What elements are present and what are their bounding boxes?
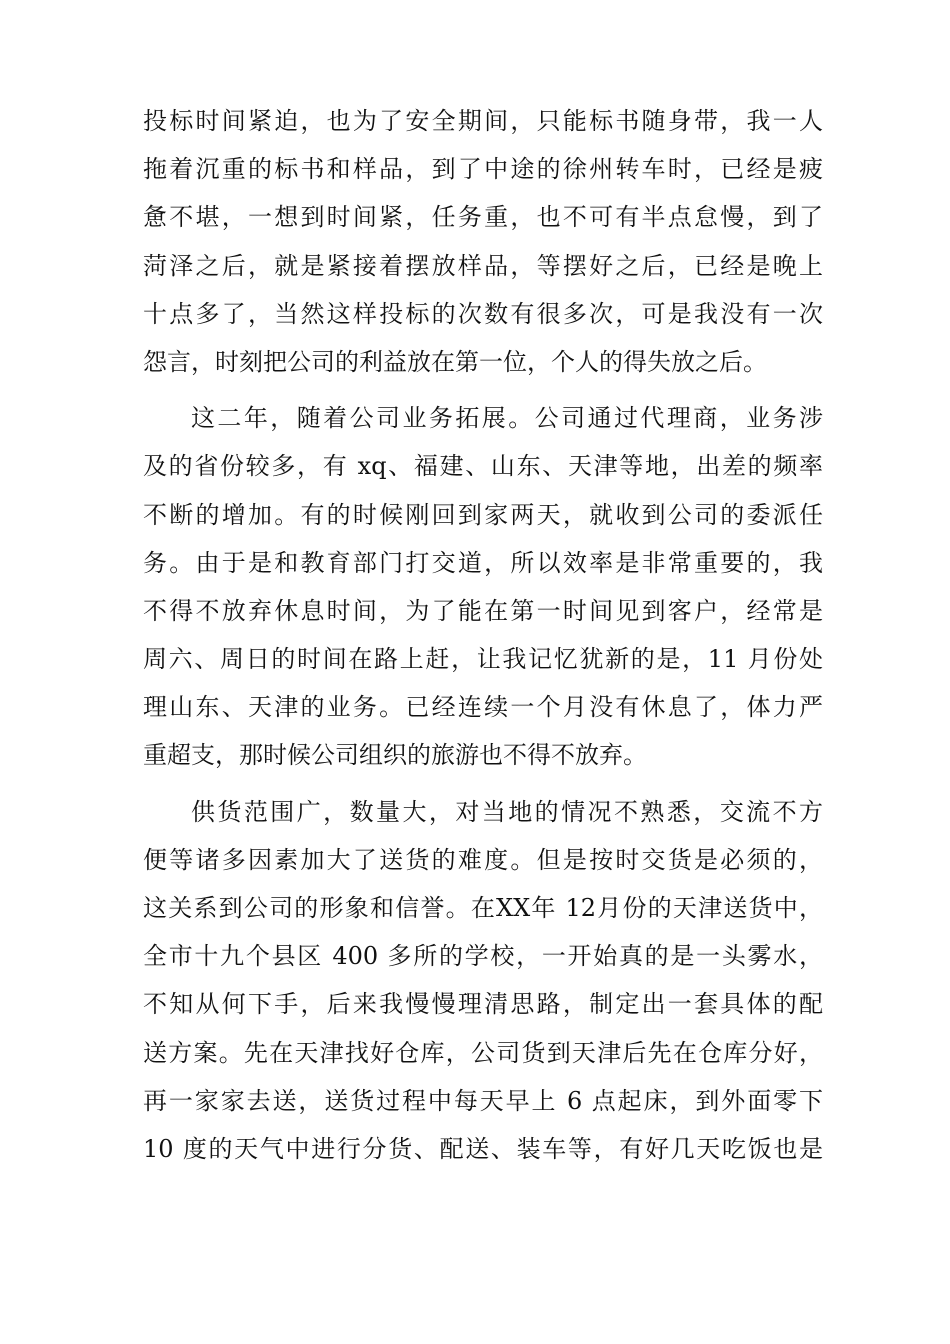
text-line: 10 度的天气中进行分货、配送、装车等，有好几天吃饭也是 xyxy=(143,1134,823,1163)
text-line: 不知从何下手，后来我慢慢理清思路，制定出一套具体的配 xyxy=(143,990,823,1019)
text-line: 理山东、天津的业务。已经连续一个月没有休息了，体力严 xyxy=(143,693,823,722)
paragraph-spacer xyxy=(143,386,823,394)
text-line: 供货范围广，数量大，对当地的情况不熟悉，交流不方 xyxy=(191,797,823,826)
text-line: 拖着沉重的标书和样品，到了中途的徐州转车时，已经是疲 xyxy=(143,155,823,184)
text-line: 周六、周日的时间在路上赶，让我记忆犹新的是，11 月份处 xyxy=(143,645,823,674)
document-body xyxy=(143,97,823,1173)
text-line: 菏泽之后，就是紧接着摆放样品，等摆好之后，已经是晚上 xyxy=(143,251,823,280)
text-line: 再一家家去送，送货过程中每天早上 6 点起床，到外面零下 xyxy=(143,1086,823,1115)
text-line: 务。由于是和教育部门打交道，所以效率是非常重要的，我 xyxy=(143,548,823,577)
paragraph-2 xyxy=(143,394,823,780)
text-line: 送方案。先在天津找好仓库，公司货到天津后先在仓库分好， xyxy=(143,1038,823,1067)
text-line: 不得不放弃休息时间，为了能在第一时间见到客户，经常是 xyxy=(143,596,823,625)
text-line: 投标时间紧迫，也为了安全期间，只能标书随身带，我一人 xyxy=(143,107,823,135)
paragraph-3 xyxy=(143,788,823,1174)
text-line: 这关系到公司的形象和信誉。在XX年 12月份的天津送货中， xyxy=(143,894,823,922)
text-line: 惫不堪，一想到时间紧，任务重，也不可有半点怠慢，到了 xyxy=(143,203,823,232)
paragraph-spacer xyxy=(143,780,823,788)
text-line: 十点多了，当然这样投标的次数有很多次，可是我没有一次 xyxy=(143,299,823,328)
paragraph-1 xyxy=(143,97,823,386)
text-line: 便等诸多因素加大了送货的难度。但是按时交货是必须的， xyxy=(143,845,823,874)
text-line: 重超支，那时候公司组织的旅游也不得不放弃。 xyxy=(143,741,647,770)
text-line: 不断的增加。有的时候刚回到家两天，就收到公司的委派任 xyxy=(143,500,823,529)
text-line: 及的省份较多，有 xq、福建、山东、天津等地，出差的频率 xyxy=(143,452,823,481)
text-line: 这二年，随着公司业务拓展。公司通过代理商，业务涉 xyxy=(191,404,823,433)
text-line: 怨言，时刻把公司的利益放在第一位，个人的得失放之后。 xyxy=(143,347,767,376)
text-line: 全市十九个县区 400 多所的学校，一开始真的是一头雾水， xyxy=(143,942,823,971)
